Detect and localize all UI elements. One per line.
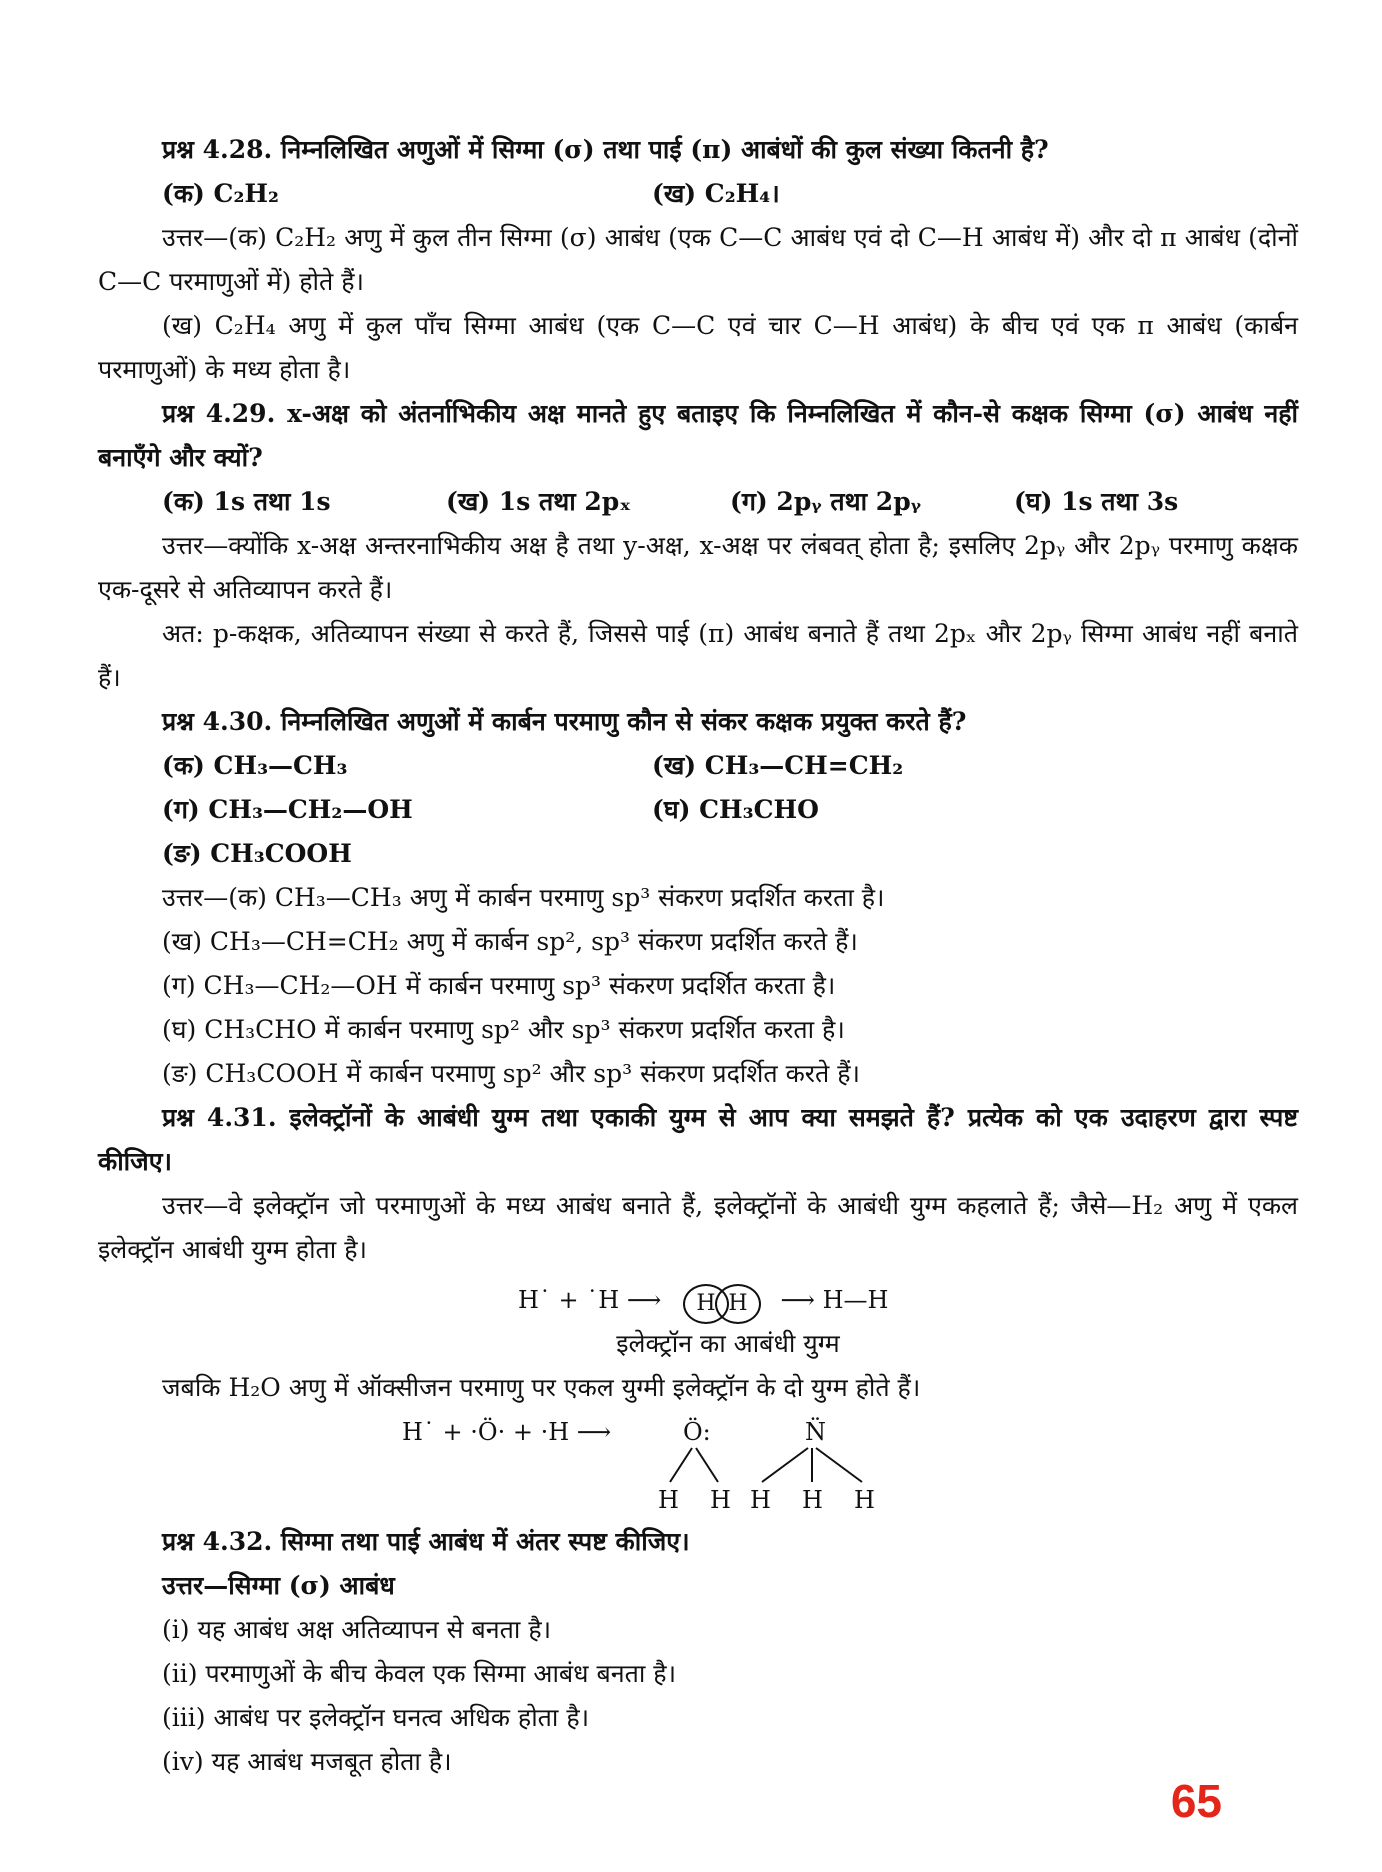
answer-text: जबकि H₂O अणु में ऑक्सीजन परमाणु पर एकल युग्मी इलेक्ट्रॉन के दो युग्म होते हैं। — [162, 1373, 921, 1402]
answer-text: उत्तर—क्योंकि x-अक्ष अन्तरनाभिकीय अक्ष है तथा y-अक्ष, x-अक्ष पर लंबवत् होता है; इसलिए 2pᵧ और 2pᵧ परमाणु कक्षक एक-दूसरे से अतिव्यापन करते हैं। — [98, 531, 1298, 604]
hydrogen-label: H — [802, 1486, 823, 1514]
list-item: (iv) यह आबंध मजबूत होता है। — [162, 1747, 452, 1776]
atom-circle: H — [683, 1284, 729, 1324]
options-row — [98, 832, 1298, 876]
answer-text: (ख) CH₃—CH=CH₂ अणु में कार्बन sp², sp³ संकरण प्रदर्शित करते हैं। — [162, 927, 858, 956]
question-title: प्रश्न 4.28. निम्नलिखित अणुओं में सिग्मा (σ) तथा पाई (π) आबंधों की कुल संख्या कितनी है? — [162, 135, 1049, 164]
oxygen-atom: Ö: — [683, 1418, 711, 1446]
page-number: 65 — [1170, 1775, 1222, 1827]
answer-text: (घ) CH₃CHO में कार्बन परमाणु sp² और sp³ संकरण प्रदर्शित करता है। — [162, 1015, 845, 1044]
equation-reactants: H˙ + ˙H ⟶ — [518, 1286, 662, 1314]
lewis-structures — [98, 1410, 1298, 1520]
answer-text: उत्तर—(क) C₂H₂ अणु में कुल तीन सिग्मा (σ) आबंध (एक C—C आबंध एवं दो C—H आबंध में) और दो π आबंध (दोनों C—C परमाणुओं में) होते हैं। — [98, 223, 1298, 296]
answer-text: अत: p-कक्षक, अतिव्यापन संख्या से करते हैं, जिससे पाई (π) आबंध बनाते हैं तथा 2pₓ और 2pᵧ सिग्मा आबंध नहीं बनाते हैं। — [98, 619, 1298, 692]
option: (ख) 1s तथा 2pₓ — [446, 487, 632, 516]
answer-text: उत्तर—वे इलेक्ट्रॉन जो परमाणुओं के मध्य आबंध बनाते हैं, इलेक्ट्रॉनों के आबंधी युग्म कहलाते हैं; जैसे—H₂ अणु में एकल इलेक्ट्रॉन आबंधी युग्म होता है। — [98, 1191, 1298, 1264]
answer-text: (ग) CH₃—CH₂—OH में कार्बन परमाणु sp³ संकरण प्रदर्शित करता है। — [162, 971, 836, 1000]
option: (क) C₂H₂ — [162, 179, 279, 208]
option: (घ) 1s तथा 3s — [1014, 487, 1179, 516]
question-title: प्रश्न 4.31. इलेक्ट्रॉनों के आबंधी युग्म तथा एकाकी युग्म से आप क्या समझते हैं? प्रत्येक को एक उदाहरण द्वारा स्पष्ट कीजिए। — [98, 1103, 1298, 1176]
option: (ङ) CH₃COOH — [162, 839, 352, 868]
options-row — [98, 172, 1298, 216]
option: (ख) CH₃—CH=CH₂ — [652, 751, 904, 780]
option: (ख) C₂H₄। — [652, 179, 780, 208]
list-item: (i) यह आबंध अक्ष अतिव्यापन से बनता है। — [162, 1615, 552, 1644]
question-title: प्रश्न 4.30. निम्नलिखित अणुओं में कार्बन परमाणु कौन से संकर कक्षक प्रयुक्त करते हैं? — [162, 707, 967, 736]
option: (क) CH₃—CH₃ — [162, 751, 348, 780]
lewis-equation: H˙ + ·Ö· + ·H ⟶ — [402, 1418, 612, 1446]
hydrogen-label: H — [854, 1486, 875, 1514]
answer-heading: उत्तर—सिग्मा (σ) आबंध — [162, 1571, 395, 1600]
hydrogen-label: H — [750, 1486, 771, 1514]
option: (ग) CH₃—CH₂—OH — [162, 795, 413, 824]
answer-text: उत्तर—(क) CH₃—CH₃ अणु में कार्बन परमाणु sp³ संकरण प्रदर्शित करता है। — [162, 883, 885, 912]
equation-product: ⟶ H—H — [780, 1286, 889, 1314]
answer-text: (ङ) CH₃COOH में कार्बन परमाणु sp² और sp³ संकरण प्रदर्शित करते हैं। — [162, 1059, 860, 1088]
hydrogen-label: H — [658, 1486, 679, 1514]
diagram-caption: इलेक्ट्रॉन का आबंधी युग्म — [616, 1329, 840, 1358]
question-title: प्रश्न 4.29. x-अक्ष को अंतर्नाभिकीय अक्ष मानते हुए बताइए कि निम्नलिखित में कौन-से कक्षक सिग्मा (σ) आबंध नहीं बनाएँगे और क्यों? — [98, 399, 1298, 472]
option: (क) 1s तथा 1s — [162, 487, 331, 516]
overlap-circles-diagram — [683, 1282, 759, 1322]
question-title: प्रश्न 4.32. सिग्मा तथा पाई आबंध में अंतर स्पष्ट कीजिए। — [162, 1527, 690, 1556]
options-row — [98, 788, 1298, 832]
hydrogen-label: H — [710, 1486, 731, 1514]
option: (ग) 2pᵧ तथा 2pᵧ — [730, 487, 922, 516]
options-row — [98, 480, 1298, 524]
list-item: (iii) आबंध पर इलेक्ट्रॉन घनत्व अधिक होता है। — [162, 1703, 590, 1732]
answer-text: (ख) C₂H₄ अणु में कुल पाँच सिग्मा आबंध (एक C—C एवं चार C—H आबंध) के बीच एवं एक π आबंध (कार्बन परमाणुओं) के मध्य होता है। — [98, 311, 1298, 384]
bond-equation — [98, 1278, 1298, 1322]
atom-circle: H — [715, 1284, 761, 1324]
nitrogen-atom: N̈ — [805, 1418, 826, 1446]
option: (घ) CH₃CHO — [652, 795, 819, 824]
list-item: (ii) परमाणुओं के बीच केवल एक सिग्मा आबंध बनता है। — [162, 1659, 677, 1688]
page-content — [98, 128, 1298, 1784]
options-row — [98, 744, 1298, 788]
